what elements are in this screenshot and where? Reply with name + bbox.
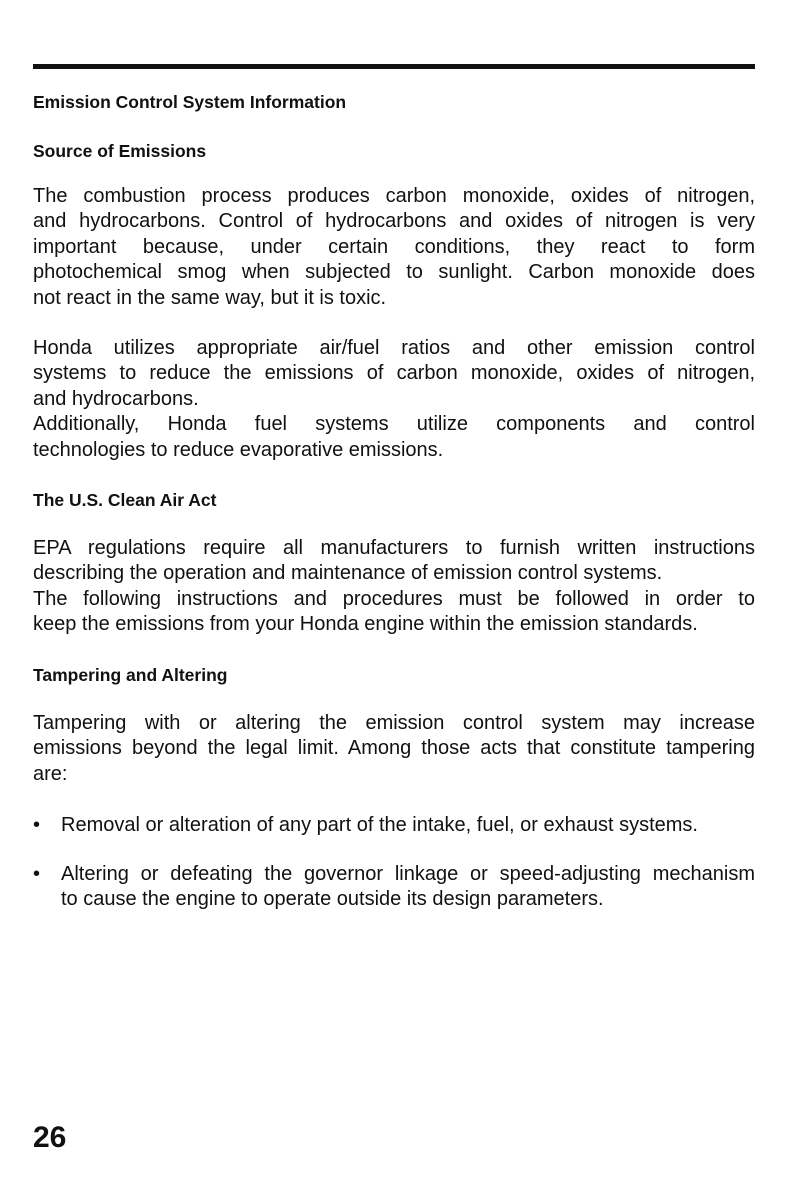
bullet-icon: • (33, 863, 41, 885)
text-line: and hydrocarbons. (33, 387, 199, 410)
paragraph-air-fuel (33, 336, 755, 463)
manual-page (33, 0, 757, 1194)
text-line: Tampering with or altering the emission control system may increase (33, 712, 755, 734)
text-line: to cause the engine to operate outside its design parameters. (61, 888, 604, 911)
text-line: Altering or defeating the governor linkage or speed-adjusting mechanism (61, 863, 755, 885)
text-line: technologies to reduce evaporative emissions. (33, 438, 444, 461)
heading-clean-air-act: The U.S. Clean Air Act (33, 490, 217, 510)
paragraph-tampering (33, 711, 755, 787)
text-line: EPA regulations require all manufacturers to furnish written instructions (33, 537, 755, 559)
text-line: Honda utilizes appropriate air/fuel ratios and other emission control (33, 337, 755, 359)
text-line: keep the emissions from your Honda engine within the emission standards. (33, 613, 698, 636)
text-line: The combustion process produces carbon monoxide, oxides of nitrogen, (33, 185, 755, 207)
text-line: Additionally, Honda fuel systems utilize components and control (33, 413, 755, 436)
bullet-icon: • (33, 814, 41, 836)
text-line: emissions beyond the legal limit. Among those acts that constitute tampering (33, 737, 755, 760)
text-line: photochemical smog when subjected to sunlight. Carbon monoxide does (33, 261, 755, 284)
text-line: important because, under certain conditions, they react to form (33, 235, 755, 258)
text-line: describing the operation and maintenance of emission control systems. (33, 562, 663, 585)
text-line: and hydrocarbons. Control of hydrocarbons and oxides of nitrogen is very (33, 210, 755, 233)
heading-source-of-emissions: Source of Emissions (33, 141, 207, 161)
paragraph-epa-regulations (33, 536, 755, 638)
paragraph-combustion (33, 184, 755, 311)
text-line: Removal or alteration of any part of the intake, fuel, or exhaust systems. (61, 814, 698, 836)
text-line: are: (33, 762, 68, 785)
page-number: 26 (33, 1121, 67, 1154)
text-line: systems to reduce the emissions of carbon monoxide, oxides of nitrogen, (33, 362, 755, 385)
text-line: not react in the same way, but it is toxic. (33, 286, 387, 309)
heading-tampering: Tampering and Altering (33, 665, 228, 685)
top-divider (33, 64, 755, 69)
text-line: The following instructions and procedures must be followed in order to (33, 587, 755, 610)
page-title: Emission Control System Information (33, 92, 347, 112)
